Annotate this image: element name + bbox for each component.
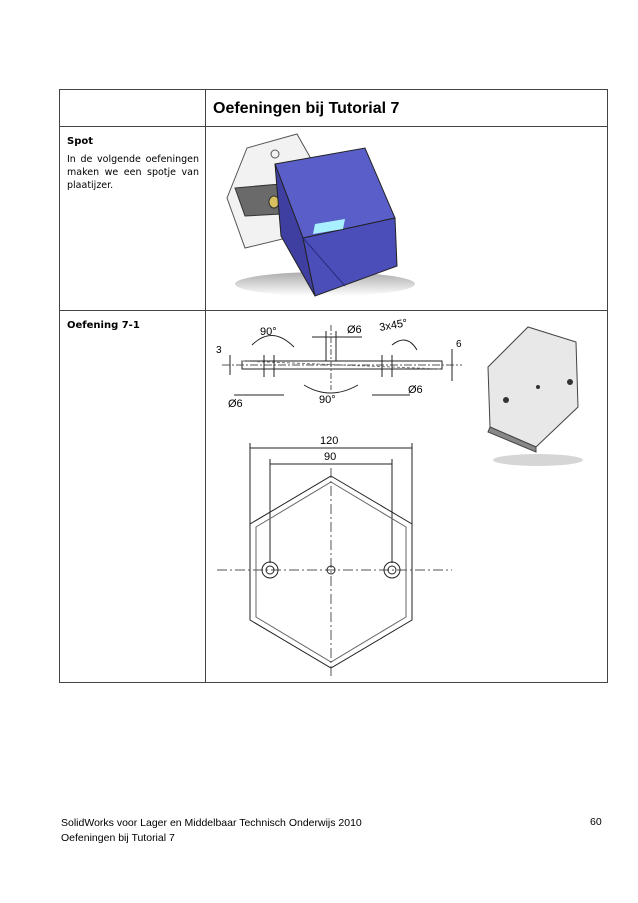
footer-line-2: Oefeningen bij Tutorial 7 bbox=[61, 832, 175, 844]
hexagon-plate-3d-image bbox=[478, 322, 588, 472]
dim-120: 120 bbox=[320, 435, 339, 447]
spot-3d-image bbox=[205, 126, 415, 301]
dim-6: 6 bbox=[456, 339, 462, 350]
table-title: Oefeningen bij Tutorial 7 bbox=[213, 100, 400, 117]
dim-diam6-right: Ø6 bbox=[408, 384, 423, 396]
page-footer bbox=[61, 816, 362, 846]
dim-3: 3 bbox=[216, 345, 222, 356]
footer-line-1: SolidWorks voor Lager en Middelbaar Technisch Onderwijs 2010 bbox=[61, 817, 362, 829]
dim-diam6-top: Ø6 bbox=[347, 324, 362, 336]
row-divider-spot bbox=[60, 310, 607, 311]
page-number: 60 bbox=[590, 816, 602, 828]
spot-description: In de volgende oefeningen maken we een spotje van plaatijzer. bbox=[67, 154, 199, 191]
front-view-drawing bbox=[212, 428, 462, 678]
dim-diam6-left: Ø6 bbox=[228, 398, 243, 410]
dim-3x45: 3x45° bbox=[378, 317, 409, 334]
spot-heading: Spot bbox=[67, 136, 94, 147]
dim-90-left: 90° bbox=[260, 326, 277, 338]
dim-90-bottom: 90° bbox=[319, 394, 336, 406]
dim-90: 90 bbox=[324, 451, 337, 463]
side-view-drawing bbox=[212, 315, 472, 410]
exercise-heading: Oefening 7-1 bbox=[67, 320, 140, 331]
